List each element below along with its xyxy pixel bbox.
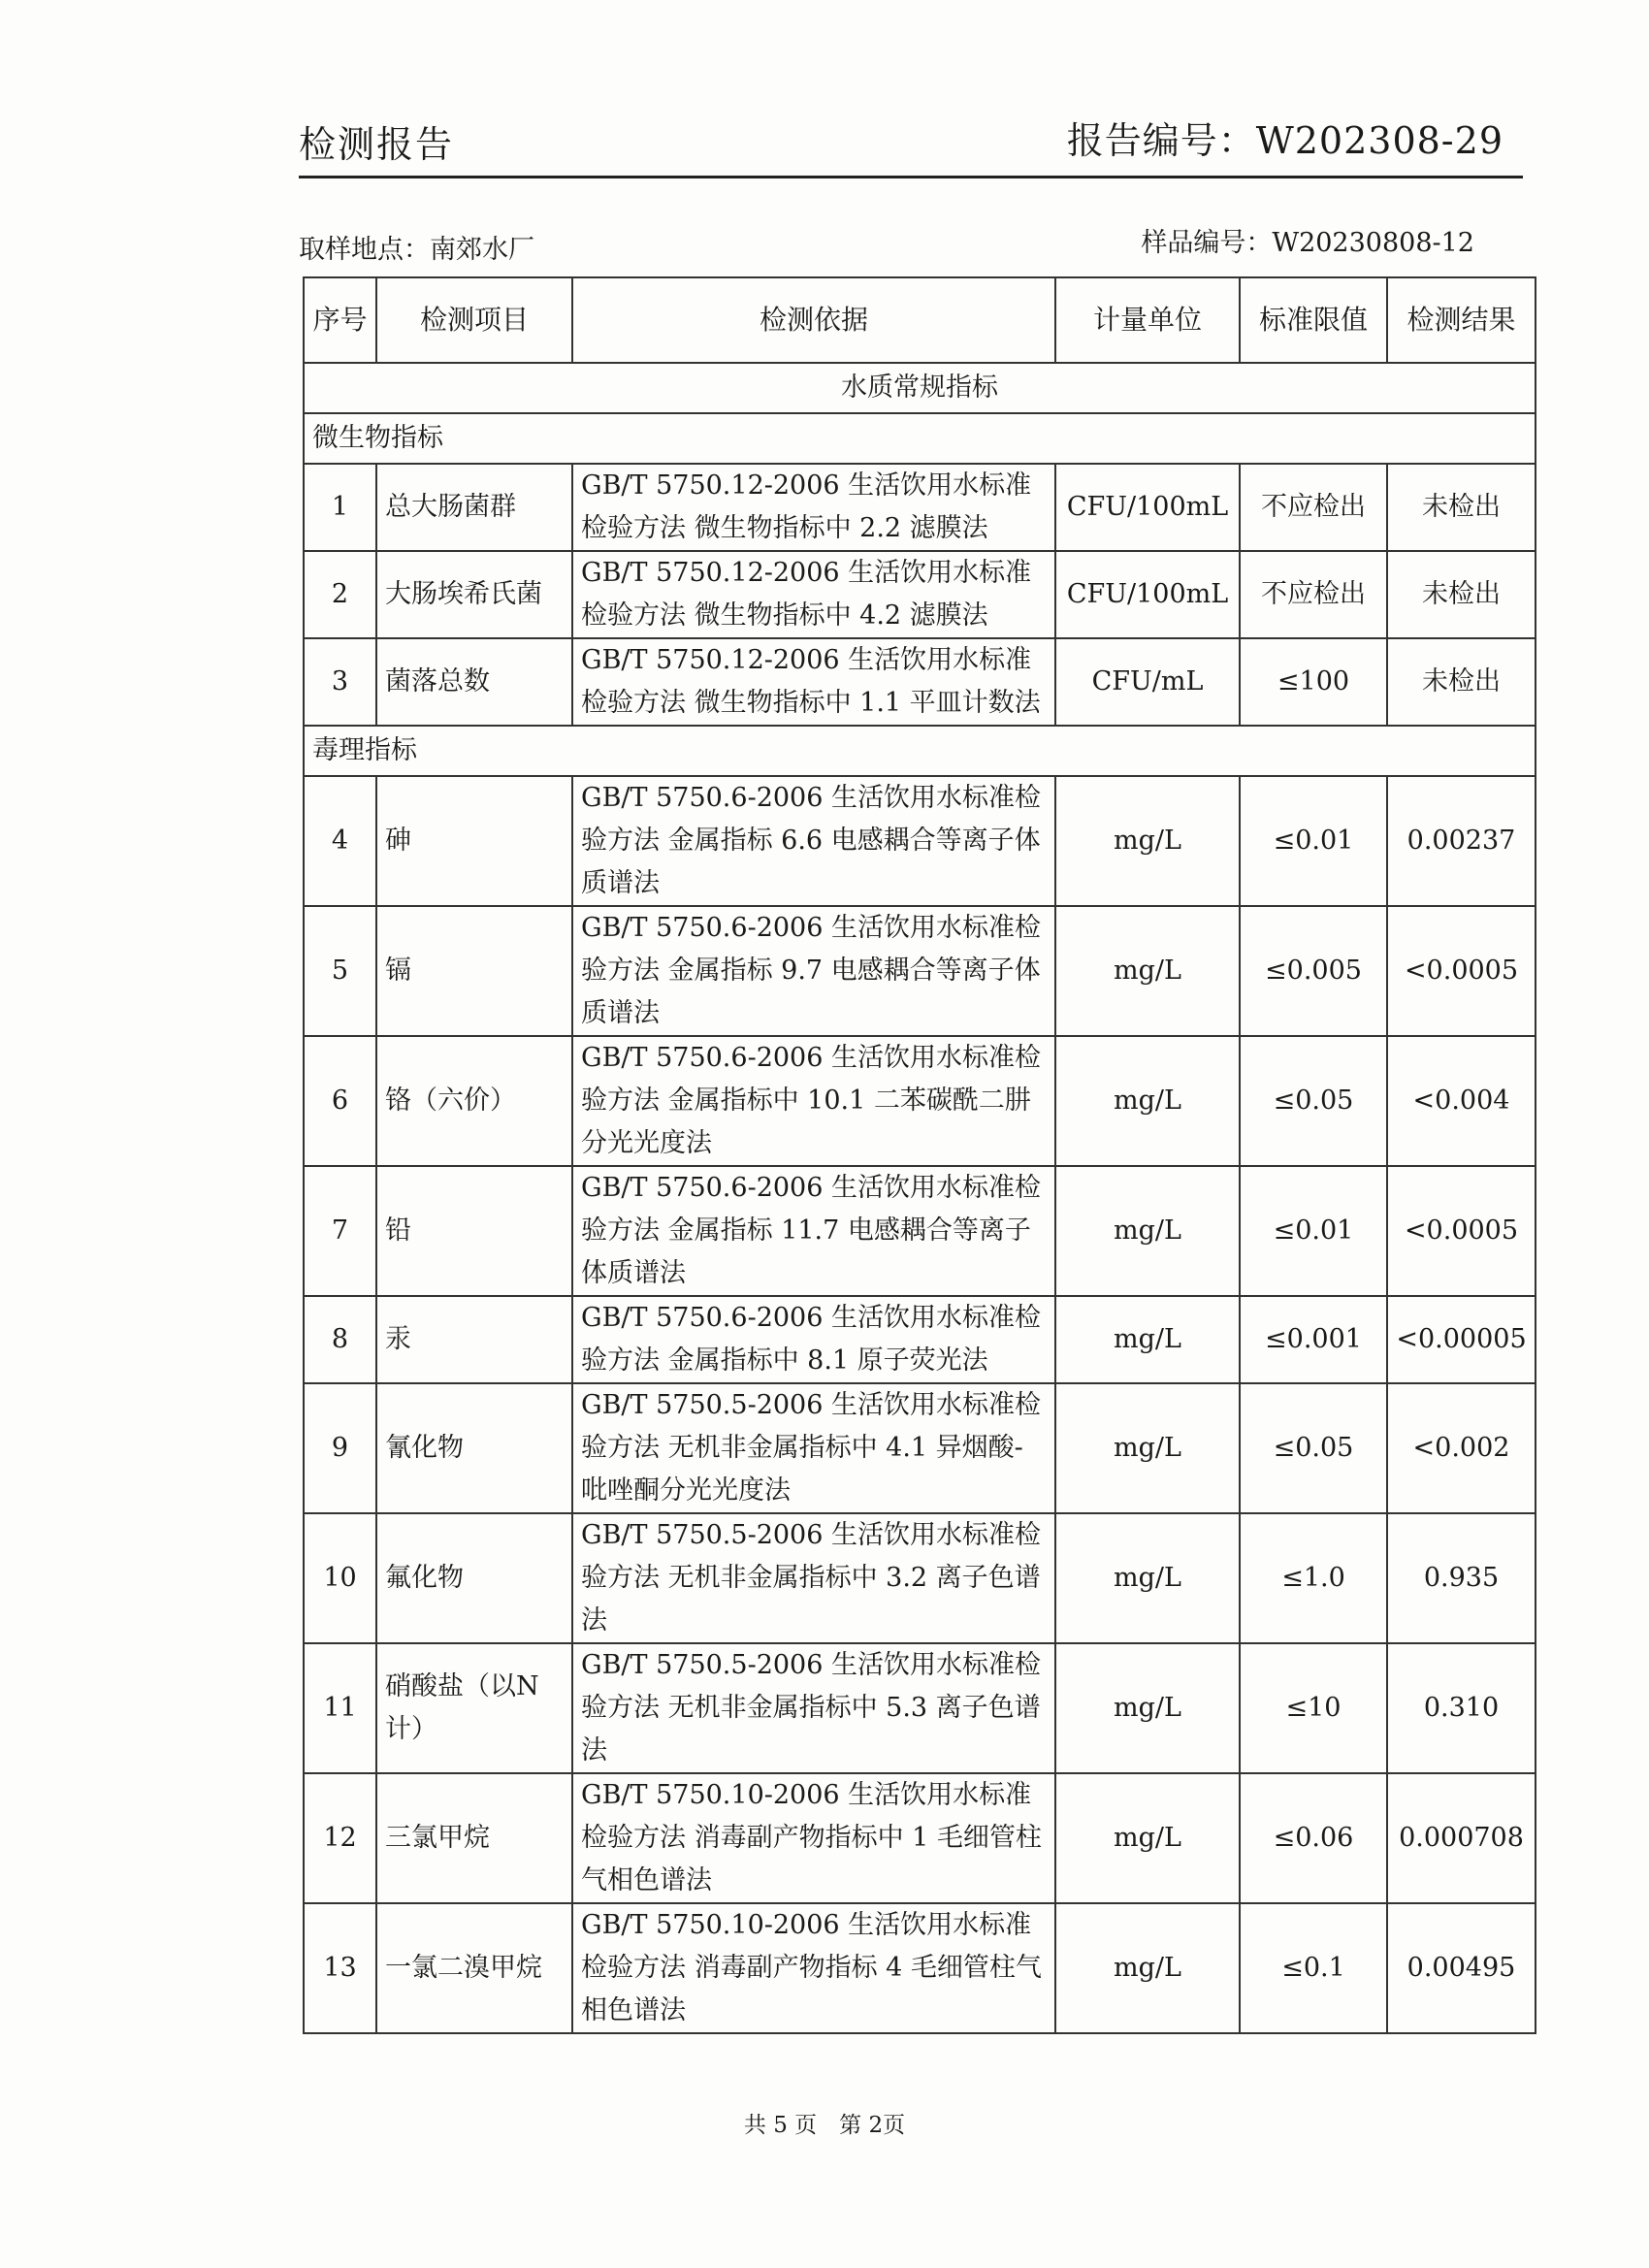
cell-limit: ≤0.1 (1240, 1903, 1387, 2033)
cell-unit: mg/L (1055, 906, 1240, 1036)
page-footer: 共 5 页 第 2页 (743, 2113, 906, 2138)
results-table (303, 276, 1536, 2034)
cell-result: 未检出 (1387, 638, 1536, 726)
cell-no: 8 (304, 1296, 376, 1383)
group-label: 毒理指标 (304, 726, 1536, 776)
cell-result: 0.935 (1387, 1513, 1536, 1643)
table-row (304, 1513, 1536, 1643)
header-unit: 计量单位 (1055, 277, 1240, 363)
cell-basis: GB/T 5750.12-2006 生活饮用水标准检验方法 微生物指标中 2.2 滤膜法 (572, 464, 1055, 551)
cell-basis: GB/T 5750.5-2006 生活饮用水标准检验方法 无机非金属指标中 3.2 离子色谱法 (572, 1513, 1055, 1643)
cell-limit: ≤0.001 (1240, 1296, 1387, 1383)
cell-result: <0.002 (1387, 1383, 1536, 1513)
cell-item: 硝酸盐（以N计） (376, 1643, 572, 1773)
cell-unit: mg/L (1055, 1036, 1240, 1166)
group-label: 微生物指标 (304, 413, 1536, 464)
report-number: 报告编号：W202308-29 (1066, 119, 1504, 162)
cell-no: 9 (304, 1383, 376, 1513)
cell-limit: ≤0.01 (1240, 776, 1387, 906)
cell-limit: ≤0.005 (1240, 906, 1387, 1036)
cell-item: 氟化物 (376, 1513, 572, 1643)
table-row (304, 776, 1536, 906)
cell-limit: ≤1.0 (1240, 1513, 1387, 1643)
cell-item: 总大肠菌群 (376, 464, 572, 551)
header-basis: 检测依据 (572, 277, 1055, 363)
cell-no: 4 (304, 776, 376, 906)
table-row (304, 1773, 1536, 1903)
cell-basis: GB/T 5750.5-2006 生活饮用水标准检验方法 无机非金属指标中 4.1 异烟酸-吡唑酮分光光度法 (572, 1383, 1055, 1513)
cell-unit: mg/L (1055, 1903, 1240, 2033)
cell-no: 3 (304, 638, 376, 726)
table-row (304, 1383, 1536, 1513)
table-row (304, 1903, 1536, 2033)
sampling-location: 取样地点：南郊水厂 (299, 235, 534, 265)
cell-no: 11 (304, 1643, 376, 1773)
header-divider (299, 176, 1523, 178)
cell-unit: CFU/100mL (1055, 551, 1240, 638)
cell-result: <0.004 (1387, 1036, 1536, 1166)
header-no: 序号 (304, 277, 376, 363)
cell-item: 三氯甲烷 (376, 1773, 572, 1903)
cell-no: 6 (304, 1036, 376, 1166)
cell-item: 砷 (376, 776, 572, 906)
cell-result: <0.0005 (1387, 906, 1536, 1036)
header-item: 检测项目 (376, 277, 572, 363)
cell-unit: mg/L (1055, 1166, 1240, 1296)
cell-item: 铅 (376, 1166, 572, 1296)
cell-limit: ≤100 (1240, 638, 1387, 726)
cell-no: 5 (304, 906, 376, 1036)
table-row (304, 1036, 1536, 1166)
table-row (304, 1643, 1536, 1773)
cell-no: 7 (304, 1166, 376, 1296)
cell-unit: mg/L (1055, 1513, 1240, 1643)
cell-basis: GB/T 5750.5-2006 生活饮用水标准检验方法 无机非金属指标中 5.3 离子色谱法 (572, 1643, 1055, 1773)
cell-basis: GB/T 5750.10-2006 生活饮用水标准检验方法 消毒副产物指标 4 毛细管柱气相色谱法 (572, 1903, 1055, 2033)
header-limit: 标准限值 (1240, 277, 1387, 363)
cell-no: 2 (304, 551, 376, 638)
cell-unit: mg/L (1055, 776, 1240, 906)
cell-unit: CFU/mL (1055, 638, 1240, 726)
cell-basis: GB/T 5750.6-2006 生活饮用水标准检验方法 金属指标 11.7 电感耦合等离子体质谱法 (572, 1166, 1055, 1296)
cell-item: 铬（六价） (376, 1036, 572, 1166)
cell-unit: mg/L (1055, 1643, 1240, 1773)
cell-limit: 不应检出 (1240, 551, 1387, 638)
cell-result: 未检出 (1387, 464, 1536, 551)
table-row (304, 464, 1536, 551)
category-row (304, 363, 1536, 413)
sample-number: 样品编号：W20230808-12 (1141, 228, 1474, 258)
cell-no: 13 (304, 1903, 376, 2033)
cell-result: <0.0005 (1387, 1166, 1536, 1296)
cell-basis: GB/T 5750.6-2006 生活饮用水标准检验方法 金属指标 9.7 电感耦合等离子体质谱法 (572, 906, 1055, 1036)
cell-result: 0.000708 (1387, 1773, 1536, 1903)
cell-item: 一氯二溴甲烷 (376, 1903, 572, 2033)
cell-basis: GB/T 5750.10-2006 生活饮用水标准检验方法 消毒副产物指标中 1 毛细管柱气相色谱法 (572, 1773, 1055, 1903)
cell-result: 0.00495 (1387, 1903, 1536, 2033)
cell-result: 0.00237 (1387, 776, 1536, 906)
cell-unit: mg/L (1055, 1383, 1240, 1513)
cell-basis: GB/T 5750.12-2006 生活饮用水标准检验方法 微生物指标中 1.1 平皿计数法 (572, 638, 1055, 726)
report-title: 检测报告 (299, 123, 455, 166)
category-label: 水质常规指标 (304, 363, 1536, 413)
cell-item: 汞 (376, 1296, 572, 1383)
header-result: 检测结果 (1387, 277, 1536, 363)
table-body (304, 363, 1536, 2033)
table-header-row (304, 277, 1536, 363)
cell-item: 菌落总数 (376, 638, 572, 726)
group-row (304, 413, 1536, 464)
cell-no: 10 (304, 1513, 376, 1643)
cell-basis: GB/T 5750.12-2006 生活饮用水标准检验方法 微生物指标中 4.2 滤膜法 (572, 551, 1055, 638)
table-row (304, 906, 1536, 1036)
cell-limit: ≤0.06 (1240, 1773, 1387, 1903)
cell-basis: GB/T 5750.6-2006 生活饮用水标准检验方法 金属指标中 10.1 二苯碳酰二肼分光光度法 (572, 1036, 1055, 1166)
table-row (304, 551, 1536, 638)
cell-limit: ≤0.05 (1240, 1036, 1387, 1166)
cell-item: 大肠埃希氏菌 (376, 551, 572, 638)
cell-unit: mg/L (1055, 1296, 1240, 1383)
table-row (304, 1296, 1536, 1383)
cell-limit: ≤0.01 (1240, 1166, 1387, 1296)
cell-item: 氰化物 (376, 1383, 572, 1513)
cell-limit: ≤0.05 (1240, 1383, 1387, 1513)
cell-unit: mg/L (1055, 1773, 1240, 1903)
cell-no: 1 (304, 464, 376, 551)
cell-limit: ≤10 (1240, 1643, 1387, 1773)
cell-item: 镉 (376, 906, 572, 1036)
group-row (304, 726, 1536, 776)
table-row (304, 638, 1536, 726)
cell-result: 未检出 (1387, 551, 1536, 638)
cell-limit: 不应检出 (1240, 464, 1387, 551)
cell-result: <0.00005 (1387, 1296, 1536, 1383)
cell-basis: GB/T 5750.6-2006 生活饮用水标准检验方法 金属指标中 8.1 原子荧光法 (572, 1296, 1055, 1383)
table-row (304, 1166, 1536, 1296)
cell-no: 12 (304, 1773, 376, 1903)
cell-basis: GB/T 5750.6-2006 生活饮用水标准检验方法 金属指标 6.6 电感耦合等离子体质谱法 (572, 776, 1055, 906)
cell-unit: CFU/100mL (1055, 464, 1240, 551)
cell-result: 0.310 (1387, 1643, 1536, 1773)
